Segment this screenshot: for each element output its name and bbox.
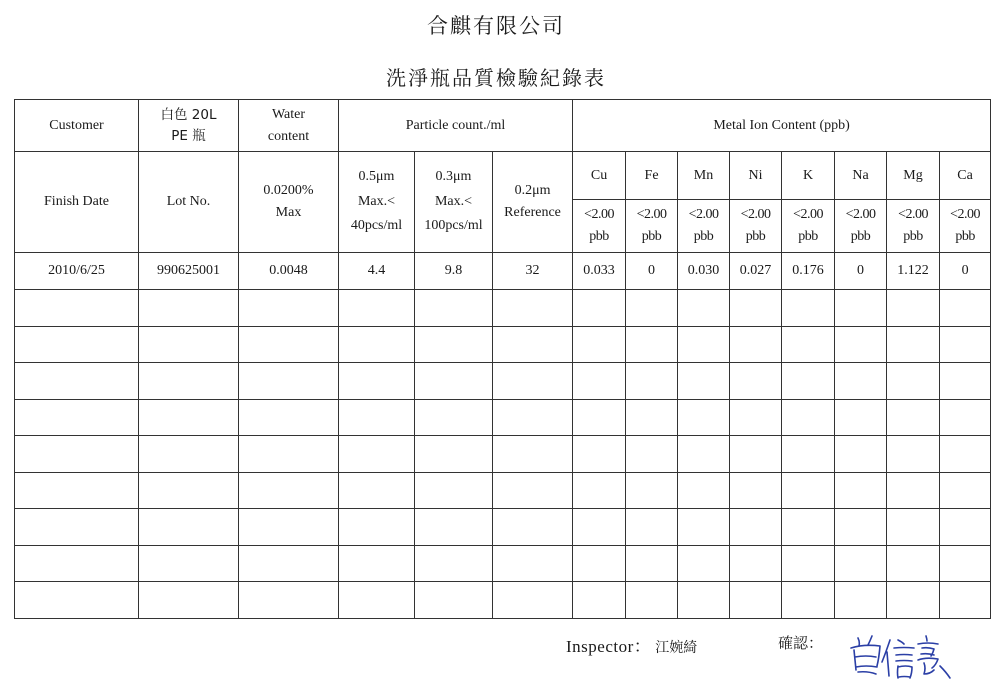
metal-spec-fe: <2.00 pbb <box>626 200 678 253</box>
empty-cell <box>139 472 239 509</box>
record-cell: 0 <box>835 253 887 290</box>
metal-name-k: K <box>782 152 835 200</box>
particle-count-label: Particle count./ml <box>339 100 573 152</box>
empty-cell <box>339 582 415 619</box>
empty-cell <box>573 472 626 509</box>
empty-table-row <box>15 290 991 327</box>
empty-cell <box>678 363 730 400</box>
empty-cell <box>415 472 493 509</box>
empty-cell <box>940 509 991 546</box>
metal-spec-cu: <2.00 pbb <box>573 200 626 253</box>
empty-cell <box>678 290 730 327</box>
empty-table-row <box>15 436 991 473</box>
inspector-name: 江婉綺 <box>655 640 698 656</box>
empty-cell <box>493 363 573 400</box>
empty-cell <box>730 326 782 363</box>
empty-cell <box>782 326 835 363</box>
empty-cell <box>493 290 573 327</box>
empty-cell <box>626 399 678 436</box>
metal-spec-na: <2.00 pbb <box>835 200 887 253</box>
empty-cell <box>835 399 887 436</box>
empty-cell <box>835 436 887 473</box>
empty-cell <box>835 509 887 546</box>
record-cell: 32 <box>493 253 573 290</box>
empty-cell <box>15 363 139 400</box>
empty-cell <box>782 399 835 436</box>
particle-02-spec: 0.2μm Reference <box>493 152 573 253</box>
empty-cell <box>139 290 239 327</box>
empty-cell <box>678 326 730 363</box>
handwritten-signature <box>846 630 956 684</box>
empty-cell <box>887 326 940 363</box>
empty-cell <box>887 509 940 546</box>
empty-cell <box>730 472 782 509</box>
metal-spec-mn: <2.00 pbb <box>678 200 730 253</box>
empty-cell <box>573 582 626 619</box>
inspector-line <box>566 632 697 657</box>
record-cell: 0.0048 <box>239 253 339 290</box>
empty-cell <box>782 509 835 546</box>
confirm-label: 確認： <box>778 634 824 652</box>
empty-cell <box>415 582 493 619</box>
empty-cell <box>493 582 573 619</box>
empty-cell <box>835 472 887 509</box>
empty-cell <box>887 582 940 619</box>
empty-cell <box>573 436 626 473</box>
empty-cell <box>415 290 493 327</box>
record-cell: 1.122 <box>887 253 940 290</box>
empty-cell <box>835 545 887 582</box>
empty-cell <box>493 545 573 582</box>
empty-cell <box>415 363 493 400</box>
record-cell: 0.176 <box>782 253 835 290</box>
empty-cell <box>239 545 339 582</box>
empty-cell <box>730 436 782 473</box>
empty-cell <box>15 326 139 363</box>
empty-cell <box>782 545 835 582</box>
empty-cell <box>415 436 493 473</box>
empty-cell <box>139 509 239 546</box>
empty-table-row <box>15 399 991 436</box>
empty-cell <box>15 509 139 546</box>
empty-cell <box>730 363 782 400</box>
empty-cell <box>339 399 415 436</box>
empty-cell <box>139 363 239 400</box>
empty-cell <box>887 290 940 327</box>
empty-cell <box>339 436 415 473</box>
empty-cell <box>940 399 991 436</box>
particle-05-spec: 0.5μm Max.< 40pcs/ml <box>339 152 415 253</box>
empty-cell <box>339 326 415 363</box>
empty-table-row <box>15 509 991 546</box>
metal-spec-ni: <2.00 pbb <box>730 200 782 253</box>
finish-date-label: Finish Date <box>15 152 139 253</box>
empty-cell <box>730 399 782 436</box>
inspector-label: Inspector： <box>566 637 652 656</box>
empty-cell <box>239 399 339 436</box>
empty-cell <box>15 399 139 436</box>
record-cell: 2010/6/25 <box>15 253 139 290</box>
empty-cell <box>940 326 991 363</box>
record-cell: 0.033 <box>573 253 626 290</box>
empty-cell <box>782 582 835 619</box>
lot-number-label: Lot No. <box>139 152 239 253</box>
empty-cell <box>626 545 678 582</box>
empty-cell <box>835 582 887 619</box>
empty-cell <box>626 472 678 509</box>
metal-name-ni: Ni <box>730 152 782 200</box>
empty-cell <box>15 472 139 509</box>
product-name: 白色 20L PE 瓶 <box>139 100 239 152</box>
empty-cell <box>940 436 991 473</box>
empty-cell <box>730 290 782 327</box>
record-cell: 0.027 <box>730 253 782 290</box>
empty-cell <box>940 363 991 400</box>
record-cell: 0.030 <box>678 253 730 290</box>
empty-cell <box>730 582 782 619</box>
empty-cell <box>626 290 678 327</box>
metal-name-mg: Mg <box>887 152 940 200</box>
table-row <box>15 253 991 290</box>
empty-table-row <box>15 326 991 363</box>
empty-cell <box>940 545 991 582</box>
empty-cell <box>139 399 239 436</box>
empty-cell <box>626 326 678 363</box>
empty-cell <box>239 363 339 400</box>
empty-cell <box>887 363 940 400</box>
record-cell: 4.4 <box>339 253 415 290</box>
empty-cell <box>239 472 339 509</box>
empty-cell <box>415 509 493 546</box>
empty-cell <box>339 363 415 400</box>
empty-cell <box>678 509 730 546</box>
empty-cell <box>139 326 239 363</box>
empty-cell <box>415 545 493 582</box>
empty-cell <box>415 399 493 436</box>
empty-cell <box>782 363 835 400</box>
empty-cell <box>678 472 730 509</box>
empty-cell <box>239 290 339 327</box>
record-cell: 0 <box>626 253 678 290</box>
water-spec: 0.0200% Max <box>239 152 339 253</box>
empty-cell <box>782 472 835 509</box>
water-content-label: Water content <box>239 100 339 152</box>
particle-03-spec: 0.3μm Max.< 100pcs/ml <box>415 152 493 253</box>
company-name: 合麒有限公司 <box>427 14 565 38</box>
empty-cell <box>15 436 139 473</box>
empty-cell <box>782 436 835 473</box>
empty-cell <box>573 509 626 546</box>
empty-cell <box>493 399 573 436</box>
empty-cell <box>573 326 626 363</box>
empty-table-row <box>15 545 991 582</box>
empty-cell <box>493 509 573 546</box>
empty-cell <box>887 436 940 473</box>
empty-cell <box>782 290 835 327</box>
empty-cell <box>139 545 239 582</box>
empty-cell <box>626 509 678 546</box>
metal-name-ca: Ca <box>940 152 991 200</box>
empty-cell <box>139 582 239 619</box>
empty-cell <box>730 545 782 582</box>
empty-cell <box>339 509 415 546</box>
empty-cell <box>626 363 678 400</box>
record-cell: 9.8 <box>415 253 493 290</box>
metal-name-mn: Mn <box>678 152 730 200</box>
metal-spec-k: <2.00 pbb <box>782 200 835 253</box>
empty-cell <box>573 545 626 582</box>
empty-cell <box>415 326 493 363</box>
empty-cell <box>678 582 730 619</box>
empty-cell <box>493 472 573 509</box>
empty-cell <box>887 399 940 436</box>
customer-label: Customer <box>15 100 139 152</box>
metal-ion-label: Metal Ion Content (ppb) <box>573 100 991 152</box>
inspection-table <box>14 99 991 619</box>
empty-cell <box>626 582 678 619</box>
empty-cell <box>493 436 573 473</box>
empty-cell <box>139 436 239 473</box>
metal-name-fe: Fe <box>626 152 678 200</box>
empty-cell <box>887 545 940 582</box>
empty-cell <box>339 472 415 509</box>
empty-table-row <box>15 582 991 619</box>
empty-table-row <box>15 363 991 400</box>
form-title: 洗淨瓶品質檢驗紀錄表 <box>386 66 606 90</box>
empty-cell <box>239 436 339 473</box>
empty-cell <box>835 326 887 363</box>
empty-table-row <box>15 472 991 509</box>
empty-cell <box>887 472 940 509</box>
record-cell: 990625001 <box>139 253 239 290</box>
empty-cell <box>626 436 678 473</box>
empty-cell <box>730 509 782 546</box>
metal-name-cu: Cu <box>573 152 626 200</box>
empty-cell <box>940 472 991 509</box>
empty-cell <box>15 290 139 327</box>
record-cell: 0 <box>940 253 991 290</box>
empty-cell <box>239 582 339 619</box>
empty-cell <box>940 582 991 619</box>
empty-cell <box>835 363 887 400</box>
empty-cell <box>15 582 139 619</box>
empty-cell <box>678 545 730 582</box>
empty-cell <box>339 545 415 582</box>
empty-cell <box>239 326 339 363</box>
metal-spec-ca: <2.00 pbb <box>940 200 991 253</box>
empty-cell <box>15 545 139 582</box>
empty-cell <box>835 290 887 327</box>
empty-cell <box>678 399 730 436</box>
empty-cell <box>573 399 626 436</box>
empty-cell <box>573 363 626 400</box>
empty-cell <box>339 290 415 327</box>
empty-cell <box>239 509 339 546</box>
metal-name-na: Na <box>835 152 887 200</box>
empty-cell <box>493 326 573 363</box>
empty-cell <box>573 290 626 327</box>
empty-cell <box>940 290 991 327</box>
empty-cell <box>678 436 730 473</box>
metal-spec-mg: <2.00 pbb <box>887 200 940 253</box>
